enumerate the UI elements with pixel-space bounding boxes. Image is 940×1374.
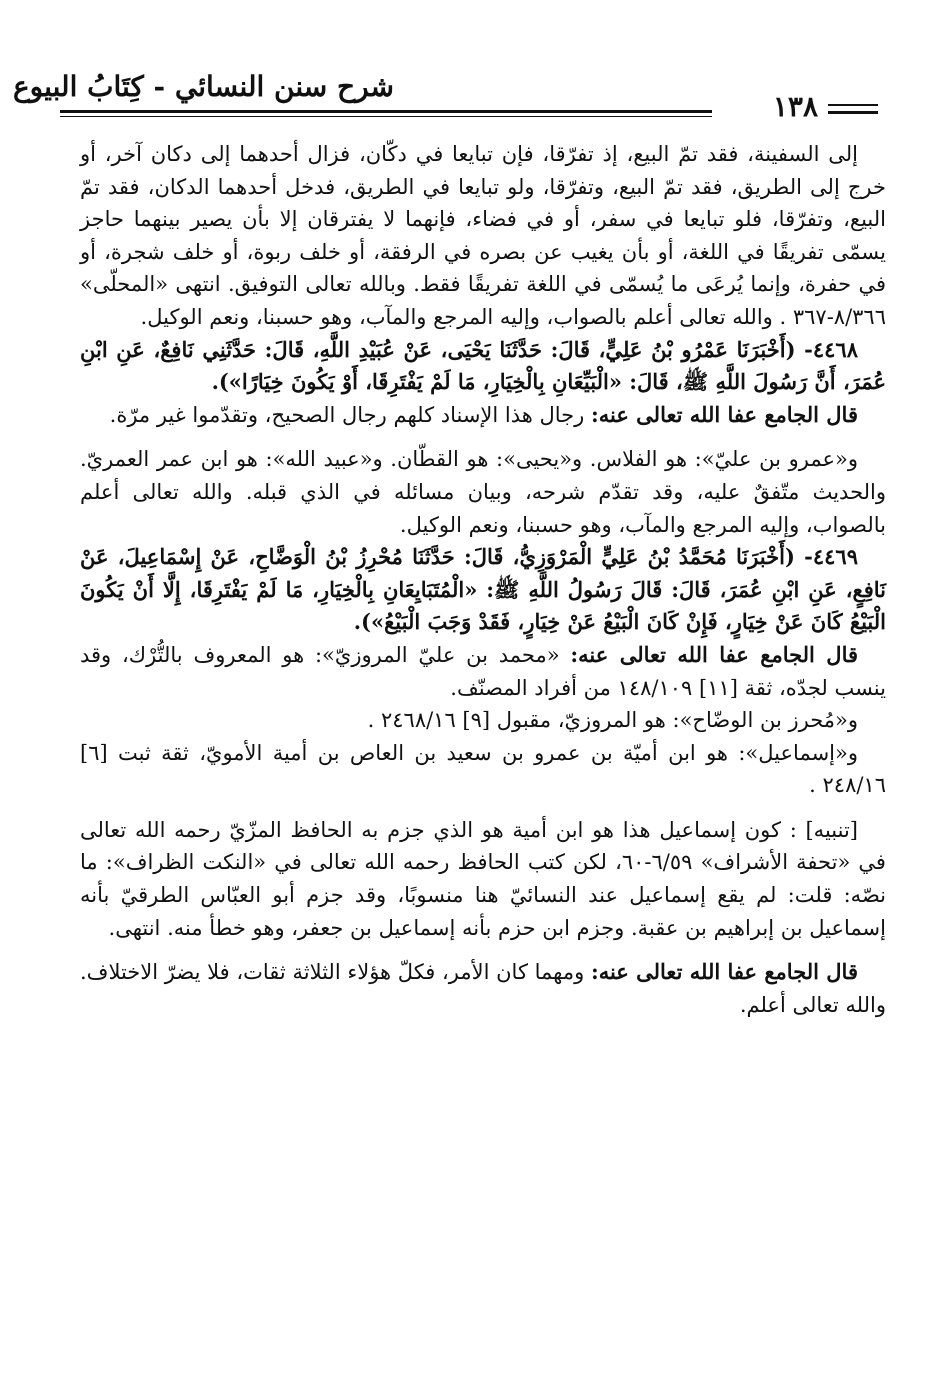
running-title: شرح سنن النسائي - كِتَابُ البيوع [12,70,394,103]
spacer [80,431,886,443]
lead-phrase: قال الجامع عفا الله تعالى عنه: [570,641,859,667]
paragraph-4: و«عمرو بن عليّ»: هو الفلاس. و«يحيى»: هو القطّان. و«عبيد الله»: هو ابن عمر العمريّ. والحديث متّفقٌ عليه، وقد تقدّم شرحه، وبيان مسائله في الذي قبله. والله تعالى أعلم بالصواب، وإليه المرجع والمآب، وهو حسبنا، ونعم الوكيل. [80,447,886,537]
spacer [80,944,886,956]
paragraph-tanbih: [تنبيه] : كون إسماعيل هذا هو ابن أمية هو الذي جزم به الحافظ المزّيّ رحمه الله تعالى في «تحفة الأشراف» ٦/٥٩-٦٠، لكن كتب الحافظ رحمه الله تعالى في «النكت الظراف»: ما نصّه: قلت: لم يقع إسماعيل عند النسائيّ هنا منسوبًا، وقد جزم أبو العبّاس الطرقيّ بأنه إسماعيل بن إبراهيم بن عقبة. وجزم ابن حزم بأنه إسماعيل بن جعفر، وهو خطأ منه. انتهى. [80,817,886,940]
header-rule-short-thick [828,111,878,114]
paragraph-10 [80,956,886,1021]
paragraph-text: رجال هذا الإسناد كلهم رجال الصحيح، وتقدّموا غير مرّة. [109,402,591,427]
paragraph-8: و«إسماعيل»: هو ابن أميّة بن عمرو بن سعيد بن العاص بن أمية الأمويّ، ثقة ثبت [٦] ٢٤٨/١٦ . [80,740,886,798]
page-body [80,138,886,1021]
lead-phrase: قال الجامع عفا الله تعالى عنه: [590,401,858,427]
page-number: ١٣٨ [772,90,818,123]
paragraph-text: «محمد بن عليّ المروزيّ»: هو المعروف بالتُّرْك، وقد ينسب لجدّه، ثقة [١١] ١٤٨/١٠٩ من أفراد المصنّف. [80,642,886,700]
paragraph-6 [80,639,886,704]
header-rule [60,110,712,117]
paragraph-7: و«مُحرز بن الوضّاح»: هو المروزيّ، مقبول [٩] ٢٤٦٨/١٦ . [367,708,858,733]
page-header [12,62,878,123]
hadith-4468: ٤٤٦٨- (أَخْبَرَنَا عَمْرُو بْنُ عَلِيٍّ، قَالَ: حَدَّثَنَا يَحْيَى، عَنْ عُبَيْدِ اللَّهِ، قَالَ: حَدَّثَنِي نَافِعٌ، عَنِ ابْنِ عُمَرَ، أَنَّ رَسُولَ اللَّهِ ﷺ، قَالَ: «الْبَيِّعَانِ بِالْخِيَارِ، مَا لَمْ يَفْتَرِقَا، أَوْ يَكُونَ خِيَارًا»). [80,336,886,395]
header-rule-short [828,104,878,106]
spacer [80,802,886,814]
paragraph-text: ومهما كان الأمر، فكلّ هؤلاء الثلاثة ثقات، فلا يضرّ الاختلاف. والله تعالى أعلم. [80,960,886,1017]
lead-phrase: قال الجامع عفا الله تعالى عنه: [590,959,858,985]
hadith-4469: ٤٤٦٩- (أَخْبَرَنَا مُحَمَّدُ بْنُ عَلِيٍّ الْمَرْوَزِيُّ، قَالَ: حَدَّثَنَا مُحْرِزُ بْنُ الْوَضَّاحِ، عَنْ إِسْمَاعِيلَ، عَنْ نَافِعٍ، عَنِ ابْنِ عُمَرَ، قَالَ: قَالَ رَسُولُ اللَّهِ ﷺ: «الْمُتَبَايِعَانِ بِالْخِيَارِ، مَا لَمْ يَفْتَرِقَا، إِلَّا أَنْ يَكُونَ الْبَيْعُ كَانَ عَنْ خِيَارٍ، فَإِنْ كَانَ الْبَيْعُ عَنْ خِيَارٍ، فَقَدْ وَجَبَ الْبَيْعُ»). [80,544,886,635]
paragraph-3 [80,399,886,432]
paragraph-1: إلى السفينة، فقد تمّ البيع، إذ تفرّقا، فإن تبايعا في دكّان، فزال أحدهما إلى دكان آخر، أو خرج إلى الطريق، فقد تمّ البيع، وتفرّقا، ولو تبايعا في الطريق، فدخل أحدهما الدكان، فقد تمّ البيع، وتفرّقا، فلو تبايعا في سفر، أو في فضاء، فإنهما لا يفترقان إلا بأن يصير بينهما حاجز يسمّى تفريقًا في اللغة، أو بأن يغيب عن بصره في الرفقة، أو خلف ربوة، أو خلف شجرة، أو في حفرة، وإنما يُرعَى ما يُسمّى في اللغة تفريقًا فقط. وبالله تعالى التوفيق. انتهى «المحلّى» ٨/٣٦٦-٣٦٧ . والله تعالى أعلم بالصواب، وإليه المرجع والمآب، وهو حسبنا، ونعم الوكيل. [80,142,886,329]
